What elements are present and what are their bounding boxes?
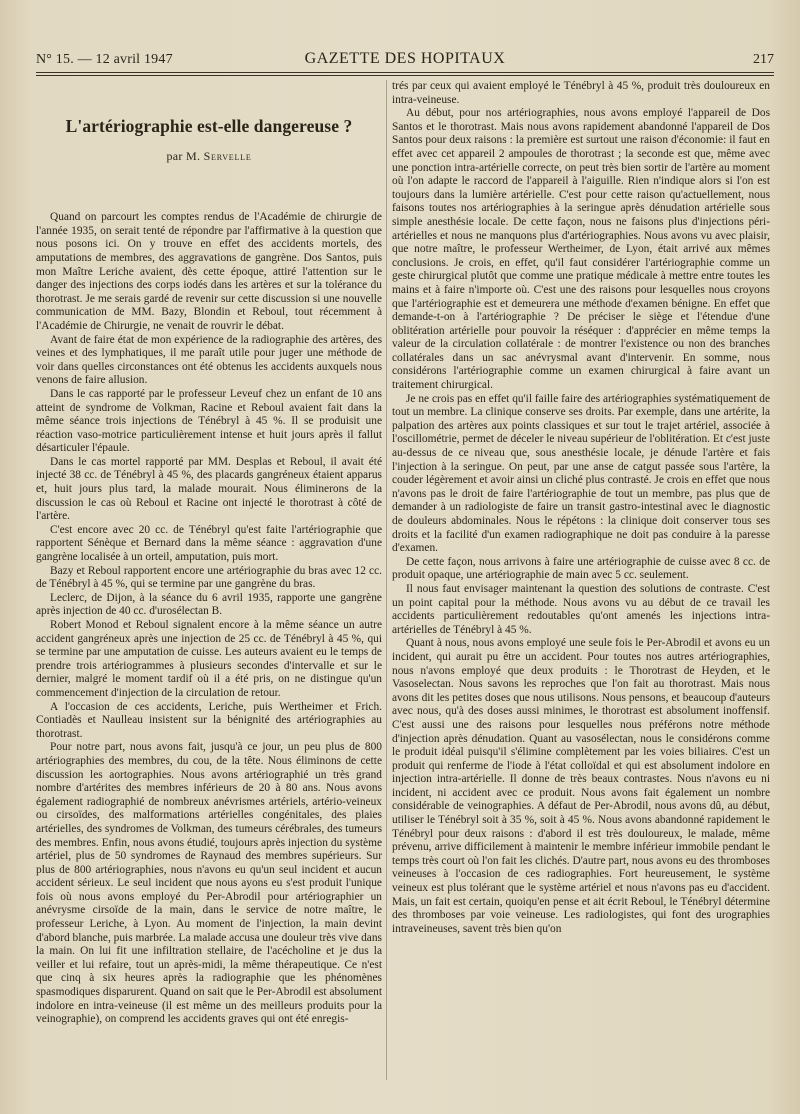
- paragraph: Avant de faire état de mon expérience de la radiographie des artères, des veines et des lymphatiques, il me paraît utile pour juger une méthode de voir dans quelles circonstances ont été obtenus les accidents auxquels nous venons de faire allusion.: [36, 333, 382, 387]
- paragraph: Il nous faut envisager maintenant la question des solutions de contraste. C'est un point capital pour la méthode. Nous avons vu au début de ce travail les accidents particulièrement redoutables qu'ont amenés les injections intra-artérielles de Ténébryl à 45 %.: [392, 582, 770, 636]
- paragraph: Au début, pour nos artériographies, nous avons employé l'appareil de Dos Santos et le thorotrast. Mais nous avons rapidement abandonné l'appareil de Dos Santos pour deux raisons : la première est surtout une raison d'économie: il faut en effet avec cet appareil 2 ampoules de thorotrast ; la seconde est que, même avec une ponction intra-artérielle correcte, on peut très bien sortir de l'artère au moment où l'on adapte le raccord de l'appareil à l'aiguille. Rien n'indique alors si l'on est toujours dans la lumière artérielle. C'est pour cette raison qu'actuellement, nous faisons toutes nos artériographies à la seringue après dénudation artérielle sous simple anesthésie locale. De cette façon, nous ne faisons plus d'injections péri-artérielles et nous ne manquons plus d'artériographies. Nous avons vu avec plaisir, que notre maître, le professeur Wertheimer, de Lyon, était arrivé aux mêmes conclusions. Je crois, en effet, qu'il faut considérer l'artériographie comme un geste chirurgical plutôt que comme une pratique médicale à mettre entre toutes les mains et à faire n'importe où. C'est une des raisons pour lesquelles nous croyons que l'artériographie est et demeurera une méthode d'examen bénigne. En effet que demande-t-on à l'artériographie ? De préciser le siège et l'étendue d'une oblitération artérielle pour pouvoir la réséquer : d'apprécier en même temps la valeur de la circulation collatérale : de montrer l'existence ou non des branches collatérales dans un sac anévrysmal avant d'intervenir. En somme, nous considérons l'artériographie comme un examen chirurgical à faire avant un traitement chirurgical.: [392, 107, 770, 392]
- issue-date: N° 15. — 12 avril 1947: [36, 52, 173, 67]
- header-rule: [36, 72, 774, 73]
- paragraph: Quand on parcourt les comptes rendus de l'Académie de chirurgie de l'année 1935, on serait tenté de répondre par l'affirmative à la question que nous posons ici. On y trouve en effet des accidents mortels, des amputations de membres, des aggravations de gangrène. Dos Santos, puis mon Maître Leriche avaient, dès cette époque, attiré l'attention sur le danger des injections des corps iodés dans les artères et sur la tolérance du thorotrast. Je me serais gardé de revenir sur cette discussion si une nouvelle communication de MM. Bazy, Blondin et Reboul, tout récemment à l'Académie de Chirurgie, ne venait de rouvrir le débat.: [36, 211, 382, 332]
- paragraph: C'est encore avec 20 cc. de Ténébryl qu'est faite l'artériographie que rapportent Sénèque et Bernard dans la même séance : aggravation d'une gangrène localisée à un orteil, amputation, puis mort.: [36, 523, 382, 564]
- left-body: [36, 211, 382, 1027]
- paragraph: Quant à nous, nous avons employé une seule fois le Per-Abrodil et avons eu un incident, qui aurait pu être un accident. Pour toutes nos autres artériographies, nous n'avons employé que deux produits : le Thorotrast de Heyden, et le Vasoselectan. Nous savons les reproches que l'on fait au thorotrast. Mais nous avons dit les petites doses que nous utilisons. Nous pensons, et beaucoup d'auteurs avec nous, qu'à des doses aussi minimes, le thorotrast est absolument inoffensif. C'est aussi une des raisons pour lesquelles nous préférons notre méthode d'injection après dénudation. Quant au vasosélectan, nous le considérons comme le produit idéal puisqu'il s'élimine complètement par les voies biliaires. C'est un produit qui renferme de l'iode à l'état colloïdal et qui est absolument indolore en injection intra-artérielle. Il donne de très beaux contrastes. Nous n'avons eu ni incident, ni accident avec ce produit. Nous avons fait également un nombre considérable de veinographies. A défaut de Per-Abrodil, nous avons dû, au début, utiliser le Ténébryl soit à 35 %, soit à 45 %. Nous avons abandonné rapidement le Ténébryl pour deux raisons : d'abord il est très douloureux, le malade, même prévenu, arrive difficilement à maintenir le membre inférieur immobile pendant le temps très court où l'on fait les clichés. D'autre part, nous avons eu des thromboses veineuses à l'occasion de ces radiographies. Fort heureusement, le système veineux est plus tolérant que le système artériel et nous n'avons pas eu d'accident. Mais, un fait est certain, quoiqu'en pense et ait écrit Reboul, le Ténébryl détermine des thromboses par voie veineuse. Les radiologistes, qui font des urographies intraveineuses, savent très bien qu'on: [392, 637, 770, 935]
- paragraph: Pour notre part, nous avons fait, jusqu'à ce jour, un peu plus de 800 artériographies des membres, du cou, de la tête. Nous éliminons de cette discussion les aortographies. Nous avons artériographié un très grand nombre d'artérites des membres inférieurs de 20 à 80 ans. Nous avons également radiographié de nombreux anévrismes artériels, artério-veineux ou cirsoïdes, des malformations artérielles congénitales, des plaies artérielles, des syndromes de Volkman, des tumeurs cérébrales, des tumeurs des membres. Enfin, nous avons étudié, toujours après injection du système artériel, plus de 50 syndromes de Raynaud des membres supérieurs. Sur plus de 800 artériographies, nous n'avons eu qu'un seul incident et aucun accident sérieux. Le seul incident que nous ayons eu s'est produit l'unique fois où nous avons employé du Per-Abrodil pour artériographier un anévrysme cirsoïde de la main, dans le service de notre maître, le professeur Leriche, à Lyon. Au moment de l'injection, la main devint d'abord blanche, puis marbrée. La malade accusa une douleur très vive dans la main. On lui fit une infiltration stellaire, de l'acécholine et je dus la veiller et lui refaire, tout un après-midi, la même thérapeutique. Ce n'est que cinq à six heures après la radiographie que les phénomènes spasmodiques disparurent. Quand on sait que le Per-Abrodil est absolument indolore en intra-veineuse (il est même un des meilleurs produits pour la veinographie), on comprend les accidents graves qui ont été enregis-: [36, 741, 382, 1026]
- paragraph: Bazy et Reboul rapportent encore une artériographie du bras avec 12 cc. de Ténébryl à 45 %, qui se termine par une gangrène du bras.: [36, 564, 382, 591]
- left-column: [36, 112, 382, 1027]
- column-divider: [386, 80, 387, 1080]
- header-rule-thin: [36, 75, 774, 76]
- paragraph: Dans le cas rapporté par le professeur Leveuf chez un enfant de 10 ans atteint de syndrome de Volkman, Racine et Reboul avaient fait dans la même séance trois injections de Ténébryl à 45 %. Il se produisit une réaction vaso-motrice particulièrement intense et huit jours après il fallut désarticuler l'épaule.: [36, 387, 382, 455]
- article-title: L'artériographie est-elle dangereuse ?: [65, 116, 353, 136]
- paragraph: Robert Monod et Reboul signalent encore à la même séance un autre accident gangréneux après une injection de 25 cc. de Ténébryl à 45 %, qui se termine par une amputation de cuisse. Les auteurs avaient eu le temps de prendre trois artériogrammes à plusieurs secondes d'intervalle et sur le dernier, malgré le moment tardif où il a été pris, on ne distingue qu'un commencement d'injection de la circulation de retour.: [36, 619, 382, 699]
- journal-name: GAZETTE DES HOPITAUX: [304, 50, 506, 67]
- paragraph: A l'occasion de ces accidents, Leriche, puis Wertheimer et Frich. Contiadès et Naulleau insistent sur la bénignité des artériographies au thorotrast.: [36, 700, 382, 740]
- byline-prefix: par M.: [166, 148, 201, 163]
- paragraph: Leclerc, de Dijon, à la séance du 6 avril 1935, rapporte une gangrène après injection de 40 cc. d'urosélectan B.: [36, 591, 382, 618]
- paragraph: Dans le cas mortel rapporté par MM. Desplas et Reboul, il avait été injecté 38 cc. de Ténébryl à 45 %, des placards gangréneux étaient apparus et, huit jours plus tard, la malade mourait. Nous éliminerons de la discussion le cas où Reboul et Racine ont injecté le thorotrast à côté de l'artère.: [36, 455, 382, 523]
- running-header: [36, 48, 774, 72]
- paragraph: Je ne crois pas en effet qu'il faille faire des artériographies systématiquement de tout un membre. La clinique conserve ses droits. Par exemple, dans une artérite, la palpation des artères aux points classiques et sur tout le trajet artériel, associée à l'oscillométrie, permet de déceler le niveau supérieur de l'oblitération. Et c'est juste au-dessus de ce niveau que, sous anesthésie locale, je dénude l'artère et fais l'injection à la seringue. On peut, par une anse de catgut passée sous l'artère, la couder légèrement et avoir ainsi un cliché plus contrasté. Je crois en effet que nous n'avons pas le droit de faire l'artériographie de tout un membre, pas plus que de demander à un radiologiste de faire un transit gastro-intestinal avec le diagnostic de douleurs abdominales. Nous le répétons : la clinique doit conserver tous ses droits et la facilité d'un examen radiographique ne doit pas conduire à la paresse d'examen.: [392, 392, 770, 555]
- byline: [36, 150, 382, 164]
- paragraph: De cette façon, nous arrivons à faire une artériographie de cuisse avec 8 cc. de produit opaque, une artériographie de main avec 5 cc. seulement.: [392, 555, 770, 582]
- paragraph: trés par ceux qui avaient employé le Ténébryl à 45 %, produit très douloureux en intra-veineuse.: [392, 80, 770, 106]
- author-name: Servelle: [203, 148, 252, 163]
- right-body: [392, 80, 770, 936]
- page-number: 217: [753, 52, 774, 67]
- right-column: [392, 80, 770, 936]
